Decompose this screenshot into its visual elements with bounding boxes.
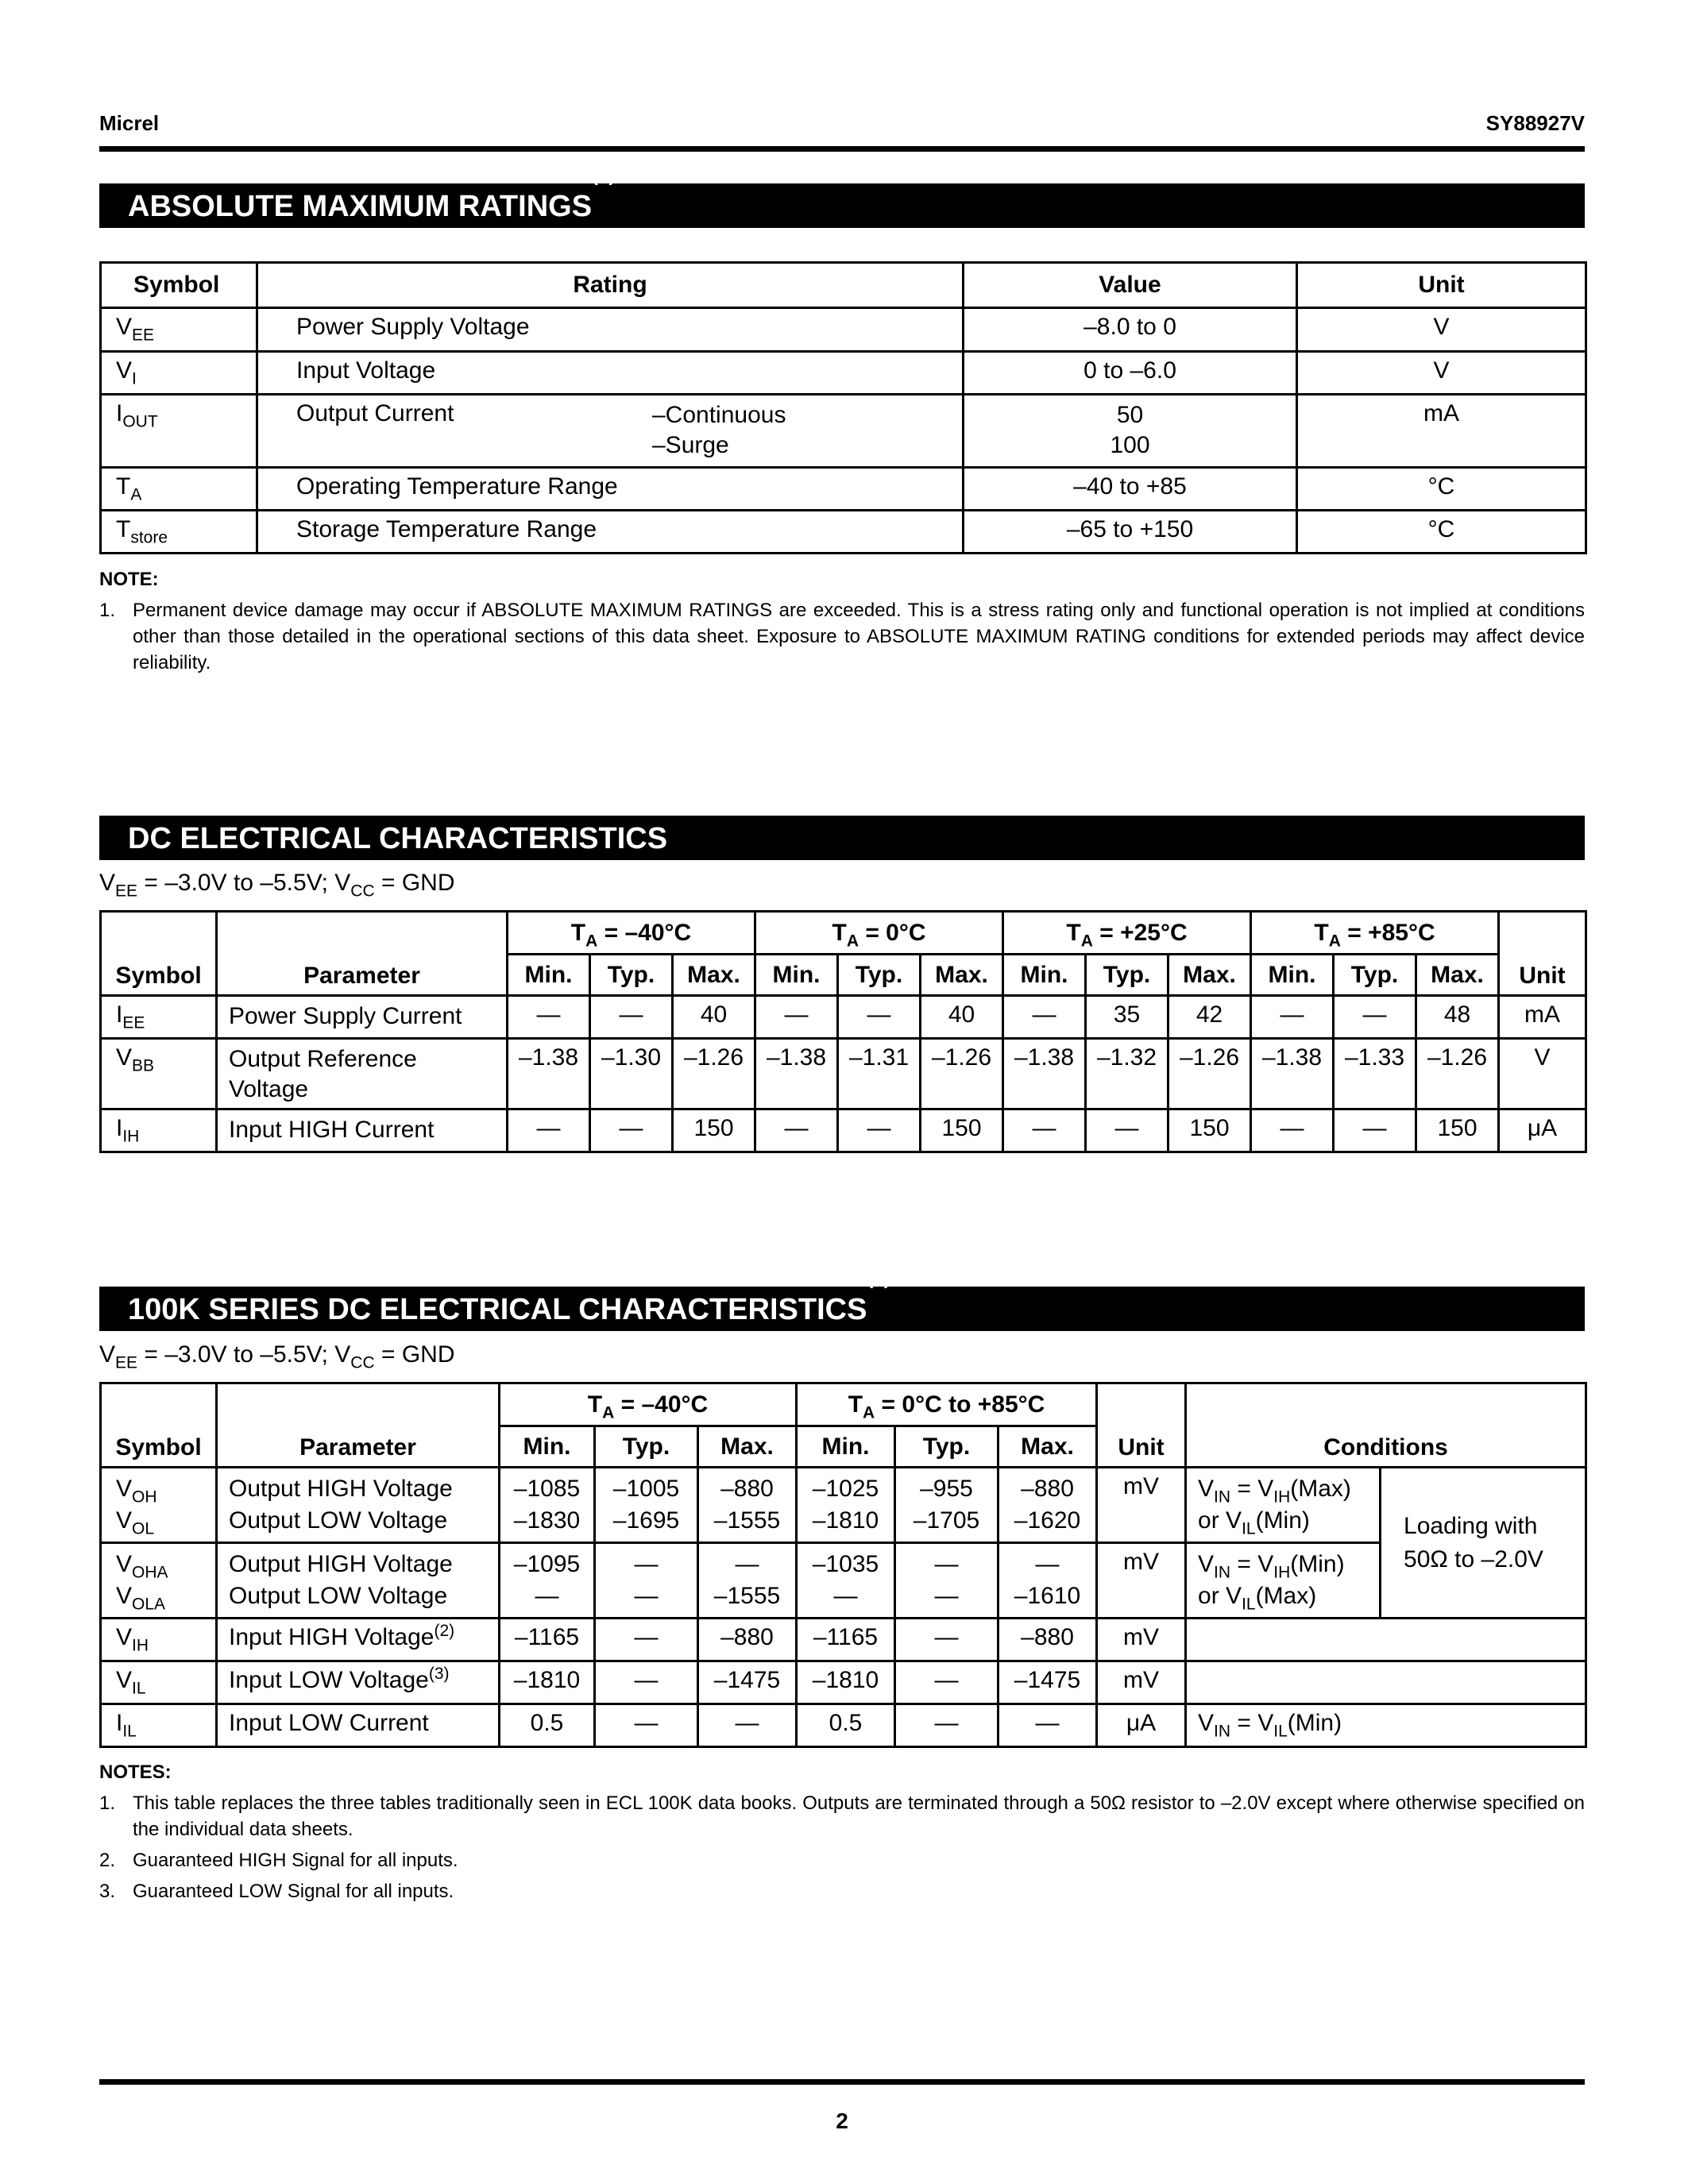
parameter-cell: Input HIGH Current [217,1109,508,1152]
value-cell: — [590,996,673,1039]
section-title-dc [99,816,1585,860]
col-header-conditions: Conditions [1186,1383,1586,1468]
parameter-cell: Output HIGH Voltage Output LOW Voltage [217,1543,500,1619]
table-row [101,1468,1586,1543]
loading-condition-cell: Loading with 50Ω to –2.0V [1381,1468,1586,1619]
value-cell: –1.26 [1168,1039,1251,1109]
value-cell: — [1003,996,1086,1039]
value-cell: — [1003,1109,1086,1152]
value-cell: — [755,996,838,1039]
value-cell: –1.38 [1251,1039,1334,1109]
value-cell: –880 –1620 [999,1468,1097,1543]
col-header-parameter: Parameter [217,1383,500,1468]
value-cell: — [595,1661,698,1704]
value-cell: –1.26 [1416,1039,1499,1109]
section-title-ref: (1) [592,164,616,186]
col-header-min: Min. [1003,955,1086,996]
note-number: 1. [99,1792,116,1814]
symbol-cell: $V_{EE}$ [101,308,257,352]
symbol-cell: $V_{OHA}$ $V_{OLA}$ [101,1543,217,1619]
table-row [101,1619,1586,1661]
value-cell: –880 [698,1619,797,1661]
value-cell: –1025 –1810 [797,1468,895,1543]
parameter-cell: Input LOW Current [217,1704,500,1747]
value-cell: –1085 –1830 [500,1468,595,1543]
value-cell: –1810 [797,1661,895,1704]
symbol-cell: $V_I$ [101,352,257,395]
value-cell: 150 [1416,1109,1499,1152]
unit-cell: mV [1097,1661,1186,1704]
symbol-cell: $I_{OUT}$ [101,395,257,468]
col-header-symbol: Symbol [101,263,257,308]
value-cell: –1810 [500,1661,595,1704]
col-header-max: Max. [1168,955,1251,996]
abs-max-notes [99,566,1585,676]
value-cell: –880 –1555 [698,1468,797,1543]
col-header-min: Min. [1251,955,1334,996]
symbol-cell: $V_{IL}$ [101,1661,217,1704]
temp-group-header: $T_A = 0^\circ C$ [755,912,1003,955]
value-cell: 150 [673,1109,755,1152]
condition-cell: $V_{IN} = V_{IL}(Min)$ [1186,1704,1586,1747]
col-header-min: Min. [508,955,590,996]
col-header-max: Max. [673,955,755,996]
value-cell: — [895,1619,999,1661]
value-cell: — [595,1619,698,1661]
rating-text: Output Current [296,400,454,426]
company-name: Micrel [99,111,160,135]
temp-group-header: $T_A = -40^\circ C$ [500,1383,797,1426]
col-header-unit: Unit [1097,1383,1186,1468]
value-cell: –1.26 [921,1039,1003,1109]
note-number: 2. [99,1850,116,1871]
col-header-typ: Typ. [595,1426,698,1468]
section-title-abs-max [99,164,1585,228]
value-cell: — [1251,1109,1334,1152]
unit-cell: μA [1097,1704,1186,1747]
col-header-typ: Typ. [590,955,673,996]
100k-table [99,1382,1587,1748]
value-cell: –40 to +85 [964,468,1297,511]
table-row [101,395,1586,468]
unit-cell: °C [1297,511,1586,554]
symbol-cell: $V_{IH}$ [101,1619,217,1661]
condition-cell [1186,1661,1586,1704]
output-modes [652,400,786,461]
parameter-cell: Input LOW Voltage$^{(3)}$ [217,1661,500,1704]
value-cell: — [508,996,590,1039]
value-cell: –1.32 [1086,1039,1168,1109]
temp-header-row [101,1383,1586,1426]
value-cell: 150 [1168,1109,1251,1152]
table-row [101,352,1586,395]
value-cell: –65 to +150 [964,511,1297,554]
col-header-value: Value [964,263,1297,308]
value-cell: –1035 — [797,1543,895,1619]
value-cell: –1475 [698,1661,797,1704]
table-row [101,511,1586,554]
col-header-symbol: Symbol [101,1383,217,1468]
datasheet-page [99,0,1585,2184]
section-title-ref: (1) [867,1268,890,1289]
col-header-min: Min. [755,955,838,996]
value-cell: — — [595,1543,698,1619]
col-header-typ: Typ. [1086,955,1168,996]
mode-surge: –Surge [652,432,729,458]
symbol-cell: $I_{IL}$ [101,1704,217,1747]
rating-cell [257,395,964,468]
table-row [101,996,1586,1039]
note-number: 3. [99,1881,116,1902]
value-cell: 0.5 [500,1704,595,1747]
value-cell: 0 to –6.0 [964,352,1297,395]
symbol-cell: $V_{OH}$ $V_{OL}$ [101,1468,217,1543]
value-cell: –880 [999,1619,1097,1661]
note-text: Guaranteed LOW Signal for all inputs. [133,1881,454,1902]
temp-group-header: $T_A = +85^\circ C$ [1251,912,1499,955]
unit-cell: mV [1097,1543,1186,1619]
value-cell: 35 [1086,996,1168,1039]
value-cell: — [999,1704,1097,1747]
value-cell: 50 100 [964,395,1297,468]
unit-cell: mA [1297,395,1586,468]
temp-group-header: $T_A = +25^\circ C$ [1003,912,1251,955]
parameter-cell: Output HIGH Voltage Output LOW Voltage [217,1468,500,1543]
footer-rule [99,2079,1585,2085]
value-cell: –1165 [797,1619,895,1661]
note-item [99,1878,1585,1904]
col-header-parameter: Parameter [217,912,508,996]
value-cell: 0.5 [797,1704,895,1747]
value-cell: –1.30 [590,1039,673,1109]
section-title-text: 100K SERIES DC ELECTRICAL CHARACTERISTICS [128,1293,867,1326]
value-cell: — [838,1109,921,1152]
header-rule [99,146,1585,152]
temp-header-row [101,912,1586,955]
value-cell: — [895,1704,999,1747]
page-number: 2 [836,2109,848,2133]
table-header-row [101,263,1586,308]
value-cell: — [590,1109,673,1152]
value-cell: –1095 — [500,1543,595,1619]
dc-table [99,910,1587,1153]
col-header-max: Max. [1416,955,1499,996]
part-number: SY88927V [1485,111,1585,135]
note-item [99,1790,1585,1843]
unit-cell: mA [1499,996,1586,1039]
unit-cell: μA [1499,1109,1586,1152]
value-cell: –1475 [999,1661,1097,1704]
page-header [99,111,1585,143]
value-cell: 48 [1416,996,1499,1039]
condition-cell: $V_{IN} = V_{IH}(Max)$ or $V_{IL}(Min)$ [1186,1468,1381,1543]
section-title-100k [99,1268,1585,1331]
value-cell: — — [895,1543,999,1619]
100k-notes [99,1759,1585,1904]
rating-cell: Power Supply Voltage [257,308,964,352]
value-cell: — [838,996,921,1039]
rating-cell: Operating Temperature Range [257,468,964,511]
unit-cell: V [1297,308,1586,352]
col-header-symbol: Symbol [101,912,217,996]
table-row [101,1039,1586,1109]
value-cell: –955 –1705 [895,1468,999,1543]
condition-cell: $V_{IN} = V_{IH}(Min)$ or $V_{IL}(Max)$ [1186,1543,1381,1619]
section-title-text: ABSOLUTE MAXIMUM RATINGS [128,190,593,223]
unit-cell: mV [1097,1619,1186,1661]
abs-max-table [99,261,1587,554]
value-cell: — [508,1109,590,1152]
symbol-cell: $V_{BB}$ [101,1039,217,1109]
value-cell: — [895,1661,999,1704]
notes-heading: NOTE: [99,569,159,590]
value-cell: –1005 –1695 [595,1468,698,1543]
value-cell: — [1334,1109,1416,1152]
col-header-min: Min. [797,1426,895,1468]
value-cell: — [755,1109,838,1152]
col-header-max: Max. [698,1426,797,1468]
value-cell: — [1086,1109,1168,1152]
section-title-text: DC ELECTRICAL CHARACTERISTICS [128,822,668,855]
symbol-cell: $I_{EE}$ [101,996,217,1039]
col-header-max: Max. [999,1426,1097,1468]
table-row [101,1661,1586,1704]
unit-cell: V [1297,352,1586,395]
note-number: 1. [99,600,116,621]
col-header-typ: Typ. [838,955,921,996]
col-header-unit: Unit [1499,912,1586,996]
value-cell: — [698,1704,797,1747]
note-item [99,597,1585,676]
value-cell: — [1334,996,1416,1039]
col-header-rating: Rating [257,263,964,308]
value-cell: –1.38 [1003,1039,1086,1109]
value-cell: –1.38 [755,1039,838,1109]
value-cell: — [1251,996,1334,1039]
value-cell: –1.33 [1334,1039,1416,1109]
unit-cell: V [1499,1039,1586,1109]
value-cell: –8.0 to 0 [964,308,1297,352]
parameter-cell: Power Supply Current [217,996,508,1039]
dc-table-body [101,996,1586,1152]
value-cell: 150 [921,1109,1003,1152]
note-text: This table replaces the three tables traditionally seen in ECL 100K data books. Outputs are terminated through a 50Ω resistor to –2.0V except where otherwise specified on the individual data sheets. [133,1792,1585,1840]
col-header-typ: Typ. [1334,955,1416,996]
col-header-min: Min. [500,1426,595,1468]
condition-cell [1186,1619,1586,1661]
value-cell: –1165 [500,1619,595,1661]
notes-heading: NOTES: [99,1761,172,1783]
note-text: Permanent device damage may occur if ABSOLUTE MAXIMUM RATINGS are exceeded. This is a stress rating only and functional operation is not implied at conditions other than those detailed in the operational sections of this data sheet. Exposure to ABSOLUTE MAXIMUM RATING conditions for extended periods may affect device reliability. [133,600,1585,673]
unit-cell: °C [1297,468,1586,511]
table-row [101,1704,1586,1747]
symbol-cell: $T_{store}$ [101,511,257,554]
value-cell: –1.26 [673,1039,755,1109]
value-cell: –1.31 [838,1039,921,1109]
temp-group-header: $T_A = 0^\circ C$ to +85°C [797,1383,1097,1426]
table-row [101,1109,1586,1152]
table-row [101,308,1586,352]
note-text: Guaranteed HIGH Signal for all inputs. [133,1850,458,1871]
value-cell: –1.38 [508,1039,590,1109]
table-row [101,1543,1586,1619]
rating-cell: Input Voltage [257,352,964,395]
parameter-cell: Input HIGH Voltage$^{(2)}$ [217,1619,500,1661]
col-header-max: Max. [921,955,1003,996]
rating-cell: Storage Temperature Range [257,511,964,554]
symbol-cell: $I_{IH}$ [101,1109,217,1152]
dc-conditions: $V_{EE} = -3.0V$ to –5.5V; $V_{CC}$ = GND [99,870,455,901]
value-cell: — [595,1704,698,1747]
100k-conditions: $V_{EE} = -3.0V$ to –5.5V; $V_{CC}$ = GND [99,1341,455,1372]
value-cell: 42 [1168,996,1251,1039]
unit-cell: mV [1097,1468,1186,1543]
col-header-unit: Unit [1297,263,1586,308]
symbol-cell: $T_A$ [101,468,257,511]
value-cell: — –1555 [698,1543,797,1619]
note-item [99,1847,1585,1873]
temp-group-header: $T_A = -40^\circ C$ [508,912,755,955]
value-cell: 40 [673,996,755,1039]
value-cell: 40 [921,996,1003,1039]
col-header-typ: Typ. [895,1426,999,1468]
value-cell: — –1610 [999,1543,1097,1619]
mode-continuous: –Continuous [652,402,786,428]
parameter-cell: Output Reference Voltage [217,1039,508,1109]
table-row [101,468,1586,511]
